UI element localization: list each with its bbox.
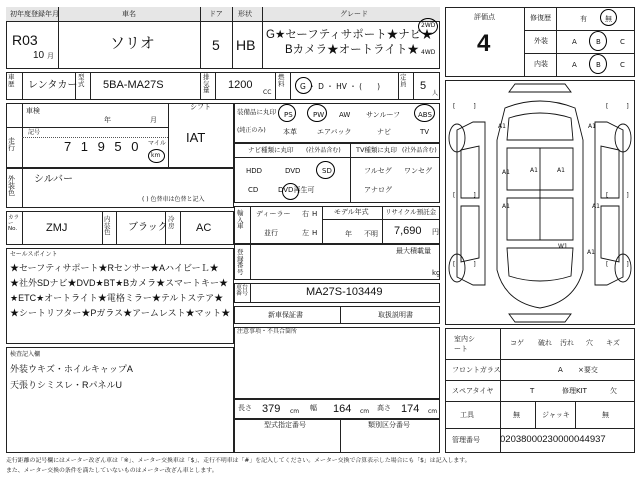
sales-point-line: ★シートリフター★Pガラス★アームレスト★マット★ bbox=[10, 308, 231, 318]
score-label: 評価点 bbox=[474, 13, 495, 21]
front-glass-replace: ×要交 bbox=[578, 366, 598, 374]
interior-grade-a: A bbox=[572, 61, 577, 69]
spare-missing: 欠 bbox=[610, 387, 617, 395]
grade-line-2: Bカメラ★オートライト★ bbox=[285, 44, 419, 56]
equip-abs-circle bbox=[414, 104, 435, 122]
jack-value: 無 bbox=[602, 411, 609, 419]
odo-digit: 9 bbox=[97, 139, 105, 154]
displacement-label: 排気量 bbox=[203, 73, 210, 94]
spare-kit: 修理KIT bbox=[562, 387, 587, 395]
import-h-r: H bbox=[312, 210, 318, 218]
tv-oneseg: ワンセグ bbox=[404, 167, 432, 175]
inspector-line: 外装ウキズ・ホイルキャップA bbox=[10, 364, 133, 374]
exterior-grade-c: C bbox=[620, 38, 625, 46]
shape-value: HB bbox=[236, 37, 256, 53]
import-label: 輸入車 bbox=[237, 209, 244, 230]
reg-history-label: 車歴 bbox=[8, 73, 15, 88]
nav-dvd-play: DVD再生可 bbox=[278, 186, 315, 194]
management-value: 02038000230000044937 bbox=[500, 434, 606, 445]
equip-ps: PS bbox=[284, 111, 293, 119]
nav-hdd: HDD bbox=[246, 167, 263, 175]
exterior-b-circle bbox=[589, 31, 607, 51]
odo-digit: 7 bbox=[64, 139, 72, 154]
equip-aw: AW bbox=[339, 111, 351, 119]
capacity-unit: 人 bbox=[432, 90, 439, 97]
repair-no: 無 bbox=[605, 15, 612, 23]
exterior-label: 外装色 bbox=[8, 175, 15, 197]
damage-a1: A1 bbox=[592, 203, 600, 210]
drive-2wd: 2WD bbox=[421, 22, 436, 29]
width-value: 164 bbox=[333, 403, 352, 415]
capacity-value: 5 bbox=[420, 80, 427, 92]
nav-sd: SD bbox=[322, 167, 332, 175]
shift-value: IAT bbox=[186, 130, 206, 145]
sales-point-line: ★社外SDナビ★DVD★BT★Bカメラ★スマートキー★ bbox=[10, 278, 228, 288]
height-label: 高さ bbox=[377, 404, 391, 412]
max-load-unit: kg bbox=[432, 269, 441, 277]
nav-title: ナビ種類に丸印 bbox=[248, 146, 294, 154]
header-label-band bbox=[6, 7, 440, 21]
inspector-block bbox=[6, 347, 234, 453]
inspection-month: 月 bbox=[150, 116, 157, 124]
type-no-label: 型式指定番号 bbox=[264, 421, 306, 429]
first-reg-label: 初年度登録年月 bbox=[10, 10, 59, 18]
bracket-tr: [ ] bbox=[606, 103, 629, 110]
doors-label: ドア bbox=[209, 10, 223, 18]
first-reg-month: 10 bbox=[33, 50, 45, 61]
height-value: 174 bbox=[401, 403, 420, 415]
exterior-grade-b: B bbox=[596, 38, 601, 46]
interior-grade-label: 内装 bbox=[534, 60, 548, 68]
sheet-yogore: 汚れ bbox=[560, 339, 574, 347]
exterior-grade-a: A bbox=[572, 38, 577, 46]
import-dealer: ディーラー bbox=[256, 210, 291, 218]
model-year-unit: 年 bbox=[345, 230, 352, 238]
equipment-sub: (純正のみ) bbox=[237, 127, 266, 134]
inspection-year: 年 bbox=[104, 116, 111, 124]
record-label: 記号 bbox=[28, 129, 41, 136]
damage-a1: A1 bbox=[530, 167, 538, 174]
footer-line-2: また、メーター交換の条件を満たしていないものはメーター改ざん車とします。 bbox=[6, 468, 218, 474]
mile-label: マイル bbox=[148, 140, 166, 147]
damage-w1: W1 bbox=[558, 243, 568, 250]
height-unit: cm bbox=[428, 408, 438, 415]
grade-label: グレード bbox=[340, 10, 368, 18]
class-label: 類別区分番号 bbox=[368, 421, 410, 429]
footer-line-1: 走行距離の記号欄にはメーター改ざん車は「※」、メーター交換車は「$」、走行不明車は「#」を記入してください。メーター交換で合算表示した場合にも「$」は記入します。 bbox=[6, 458, 471, 464]
tv-sub: (社外品含む) bbox=[402, 147, 437, 154]
front-glass-a: A bbox=[558, 366, 563, 374]
cc-unit: CC bbox=[263, 89, 272, 96]
tools-label: 工具 bbox=[460, 411, 474, 419]
inspector-title: 検査記入欄 bbox=[10, 351, 41, 358]
nav-cd: CD bbox=[248, 186, 259, 194]
damage-a1: A1 bbox=[557, 167, 565, 174]
notes-title: 注意事項・不具合箇所 bbox=[237, 328, 298, 335]
bracket-br: [ ] bbox=[606, 261, 629, 268]
interior-sheet-label: 室内シート bbox=[454, 335, 475, 353]
equip-tv: TV bbox=[420, 128, 430, 136]
first-reg-year: R03 bbox=[12, 32, 38, 48]
color-no-label: カラーNo. bbox=[8, 215, 20, 232]
spare-t: T bbox=[530, 387, 535, 395]
nav-dvd-play-circle bbox=[282, 183, 299, 200]
sales-point-line: ★セーフティサポート★Rセンサー★AハイビーＬ★ bbox=[10, 263, 219, 273]
nav-sd-circle bbox=[316, 161, 335, 179]
grade-line-1: G★セーフティサポート★ナビ★ bbox=[266, 29, 433, 41]
import-h-l: H bbox=[312, 229, 318, 237]
chassis-value: MA27S-103449 bbox=[306, 286, 383, 298]
repair-no-circle bbox=[600, 9, 617, 26]
repair-label: 修復歴 bbox=[530, 14, 551, 22]
km-label: km bbox=[151, 152, 161, 159]
equip-sunroof: サンルーフ bbox=[366, 111, 401, 119]
import-left: 左 bbox=[302, 229, 309, 237]
repair-yes: 有 bbox=[580, 15, 587, 23]
odo-digit: 5 bbox=[114, 139, 122, 154]
tools-value: 無 bbox=[513, 411, 520, 419]
sheet-yabure: 破れ bbox=[538, 339, 552, 347]
fuel-label: 燃料 bbox=[278, 73, 285, 88]
car-name-value: ソリオ bbox=[110, 35, 155, 52]
damage-a1: A1 bbox=[587, 249, 595, 256]
model-value: 5BA-MA27S bbox=[103, 79, 164, 91]
length-value: 379 bbox=[262, 403, 281, 415]
exterior-grade-label: 外装 bbox=[534, 37, 548, 45]
equip-pw-circle bbox=[307, 104, 327, 122]
interior-grade-b: B bbox=[596, 61, 601, 69]
capacity-label: 定員 bbox=[400, 73, 407, 88]
damage-a1: A1 bbox=[502, 169, 510, 176]
interior-b-circle bbox=[589, 54, 607, 74]
chassis-label: 車台番号 bbox=[236, 284, 249, 297]
fuel-options: G ・ D ・ HV ・ ( ) bbox=[300, 82, 381, 91]
car-diagram-svg bbox=[445, 80, 635, 325]
exterior-note: ( ) 色替車は色替と記入 bbox=[142, 196, 205, 203]
length-unit: cm bbox=[290, 408, 300, 415]
doors-value: 5 bbox=[212, 37, 220, 53]
odo-digit: 1 bbox=[80, 139, 89, 154]
interior-color-value: ブラック bbox=[128, 222, 168, 233]
width-label: 幅 bbox=[310, 404, 317, 412]
equip-navi: ナビ bbox=[377, 128, 391, 136]
equipment-label: 装備品に丸印 bbox=[237, 108, 276, 116]
interior-grade-c: C bbox=[620, 61, 625, 69]
shape-label: 形状 bbox=[238, 10, 252, 18]
sheet-koge: コゲ bbox=[510, 339, 524, 347]
new-car-warranty-label: 新車保証書 bbox=[268, 311, 303, 319]
registration-label: 登録番号 bbox=[237, 248, 244, 276]
damage-a1: A1 bbox=[588, 123, 596, 130]
ac-label: 冷房 bbox=[168, 215, 175, 230]
inspection-label: 車検 bbox=[26, 107, 40, 115]
sales-point-line: ★ETC★オートライト★電格ミラー★テルトステア★ bbox=[10, 293, 224, 303]
equip-pw: PW bbox=[313, 111, 325, 119]
odo-digit: 0 bbox=[131, 139, 139, 154]
damage-a1: A1 bbox=[498, 123, 506, 130]
model-year-unknown: 不明 bbox=[364, 230, 378, 238]
jack-label: ジャッキ bbox=[542, 411, 570, 419]
notes-block bbox=[234, 327, 440, 399]
nav-dvd: DVD bbox=[285, 167, 301, 175]
equip-ps-circle bbox=[278, 104, 296, 122]
front-glass-label: フロントガラス bbox=[452, 366, 501, 374]
sheet-kizu: キズ bbox=[606, 339, 620, 347]
damage-a1: A1 bbox=[502, 203, 510, 210]
tv-title: TV種類に丸印 bbox=[356, 146, 397, 154]
fuel-g-circle bbox=[295, 77, 312, 94]
equip-airbag: エアバック bbox=[317, 128, 352, 136]
nav-sub: (社外品含む) bbox=[306, 147, 341, 154]
shift-label: シフト bbox=[190, 103, 211, 111]
width-unit: cm bbox=[360, 408, 370, 415]
sheet-ana: 穴 bbox=[586, 339, 593, 347]
recycle-label: リサイクル預託金 bbox=[385, 208, 437, 216]
import-right: 右 bbox=[302, 210, 309, 218]
management-label: 管理番号 bbox=[452, 436, 480, 444]
bracket-ml: [ ] bbox=[453, 192, 476, 199]
recycle-value: 7,690 bbox=[394, 225, 422, 237]
displacement-value: 1200 bbox=[228, 79, 253, 91]
spare-label: スペアタイヤ bbox=[452, 387, 494, 395]
recycle-unit: 円 bbox=[432, 228, 439, 236]
car-name-label: 車名 bbox=[122, 10, 136, 18]
bracket-tl: [ ] bbox=[453, 103, 476, 110]
tv-fullseg: フルセグ bbox=[364, 167, 392, 175]
odometer-digits bbox=[64, 140, 148, 160]
reg-history-value: レンタカー bbox=[28, 80, 78, 91]
first-reg-month-unit: 月 bbox=[47, 52, 54, 60]
bracket-mr: [ ] bbox=[606, 192, 629, 199]
equip-leather: 本革 bbox=[283, 128, 297, 136]
model-label: 型式 bbox=[78, 73, 85, 88]
bracket-bl: [ ] bbox=[453, 261, 476, 268]
equip-abs: ABS bbox=[418, 111, 432, 119]
manual-label: 取扱説明書 bbox=[378, 311, 413, 319]
import-parallel: 並行 bbox=[264, 229, 278, 237]
length-label: 長さ bbox=[238, 404, 252, 412]
score-value: 4 bbox=[477, 30, 491, 57]
ac-value: AC bbox=[196, 222, 212, 234]
interior-color-label: 内装色 bbox=[104, 215, 111, 236]
exterior-color: シルバー bbox=[34, 174, 74, 185]
running-label: 走行 bbox=[8, 137, 15, 152]
inspector-line: 天張りシミスレ・RパネルU bbox=[10, 380, 122, 390]
model-year-label: モデル年式 bbox=[334, 208, 369, 216]
max-load-label: 最大積載量 bbox=[396, 247, 431, 255]
sales-points-title: セールスポイント bbox=[10, 251, 58, 258]
tv-analog: アナログ bbox=[364, 186, 392, 194]
color-no-value: ZMJ bbox=[46, 222, 68, 234]
drive-4wd: 4WD bbox=[421, 49, 436, 56]
